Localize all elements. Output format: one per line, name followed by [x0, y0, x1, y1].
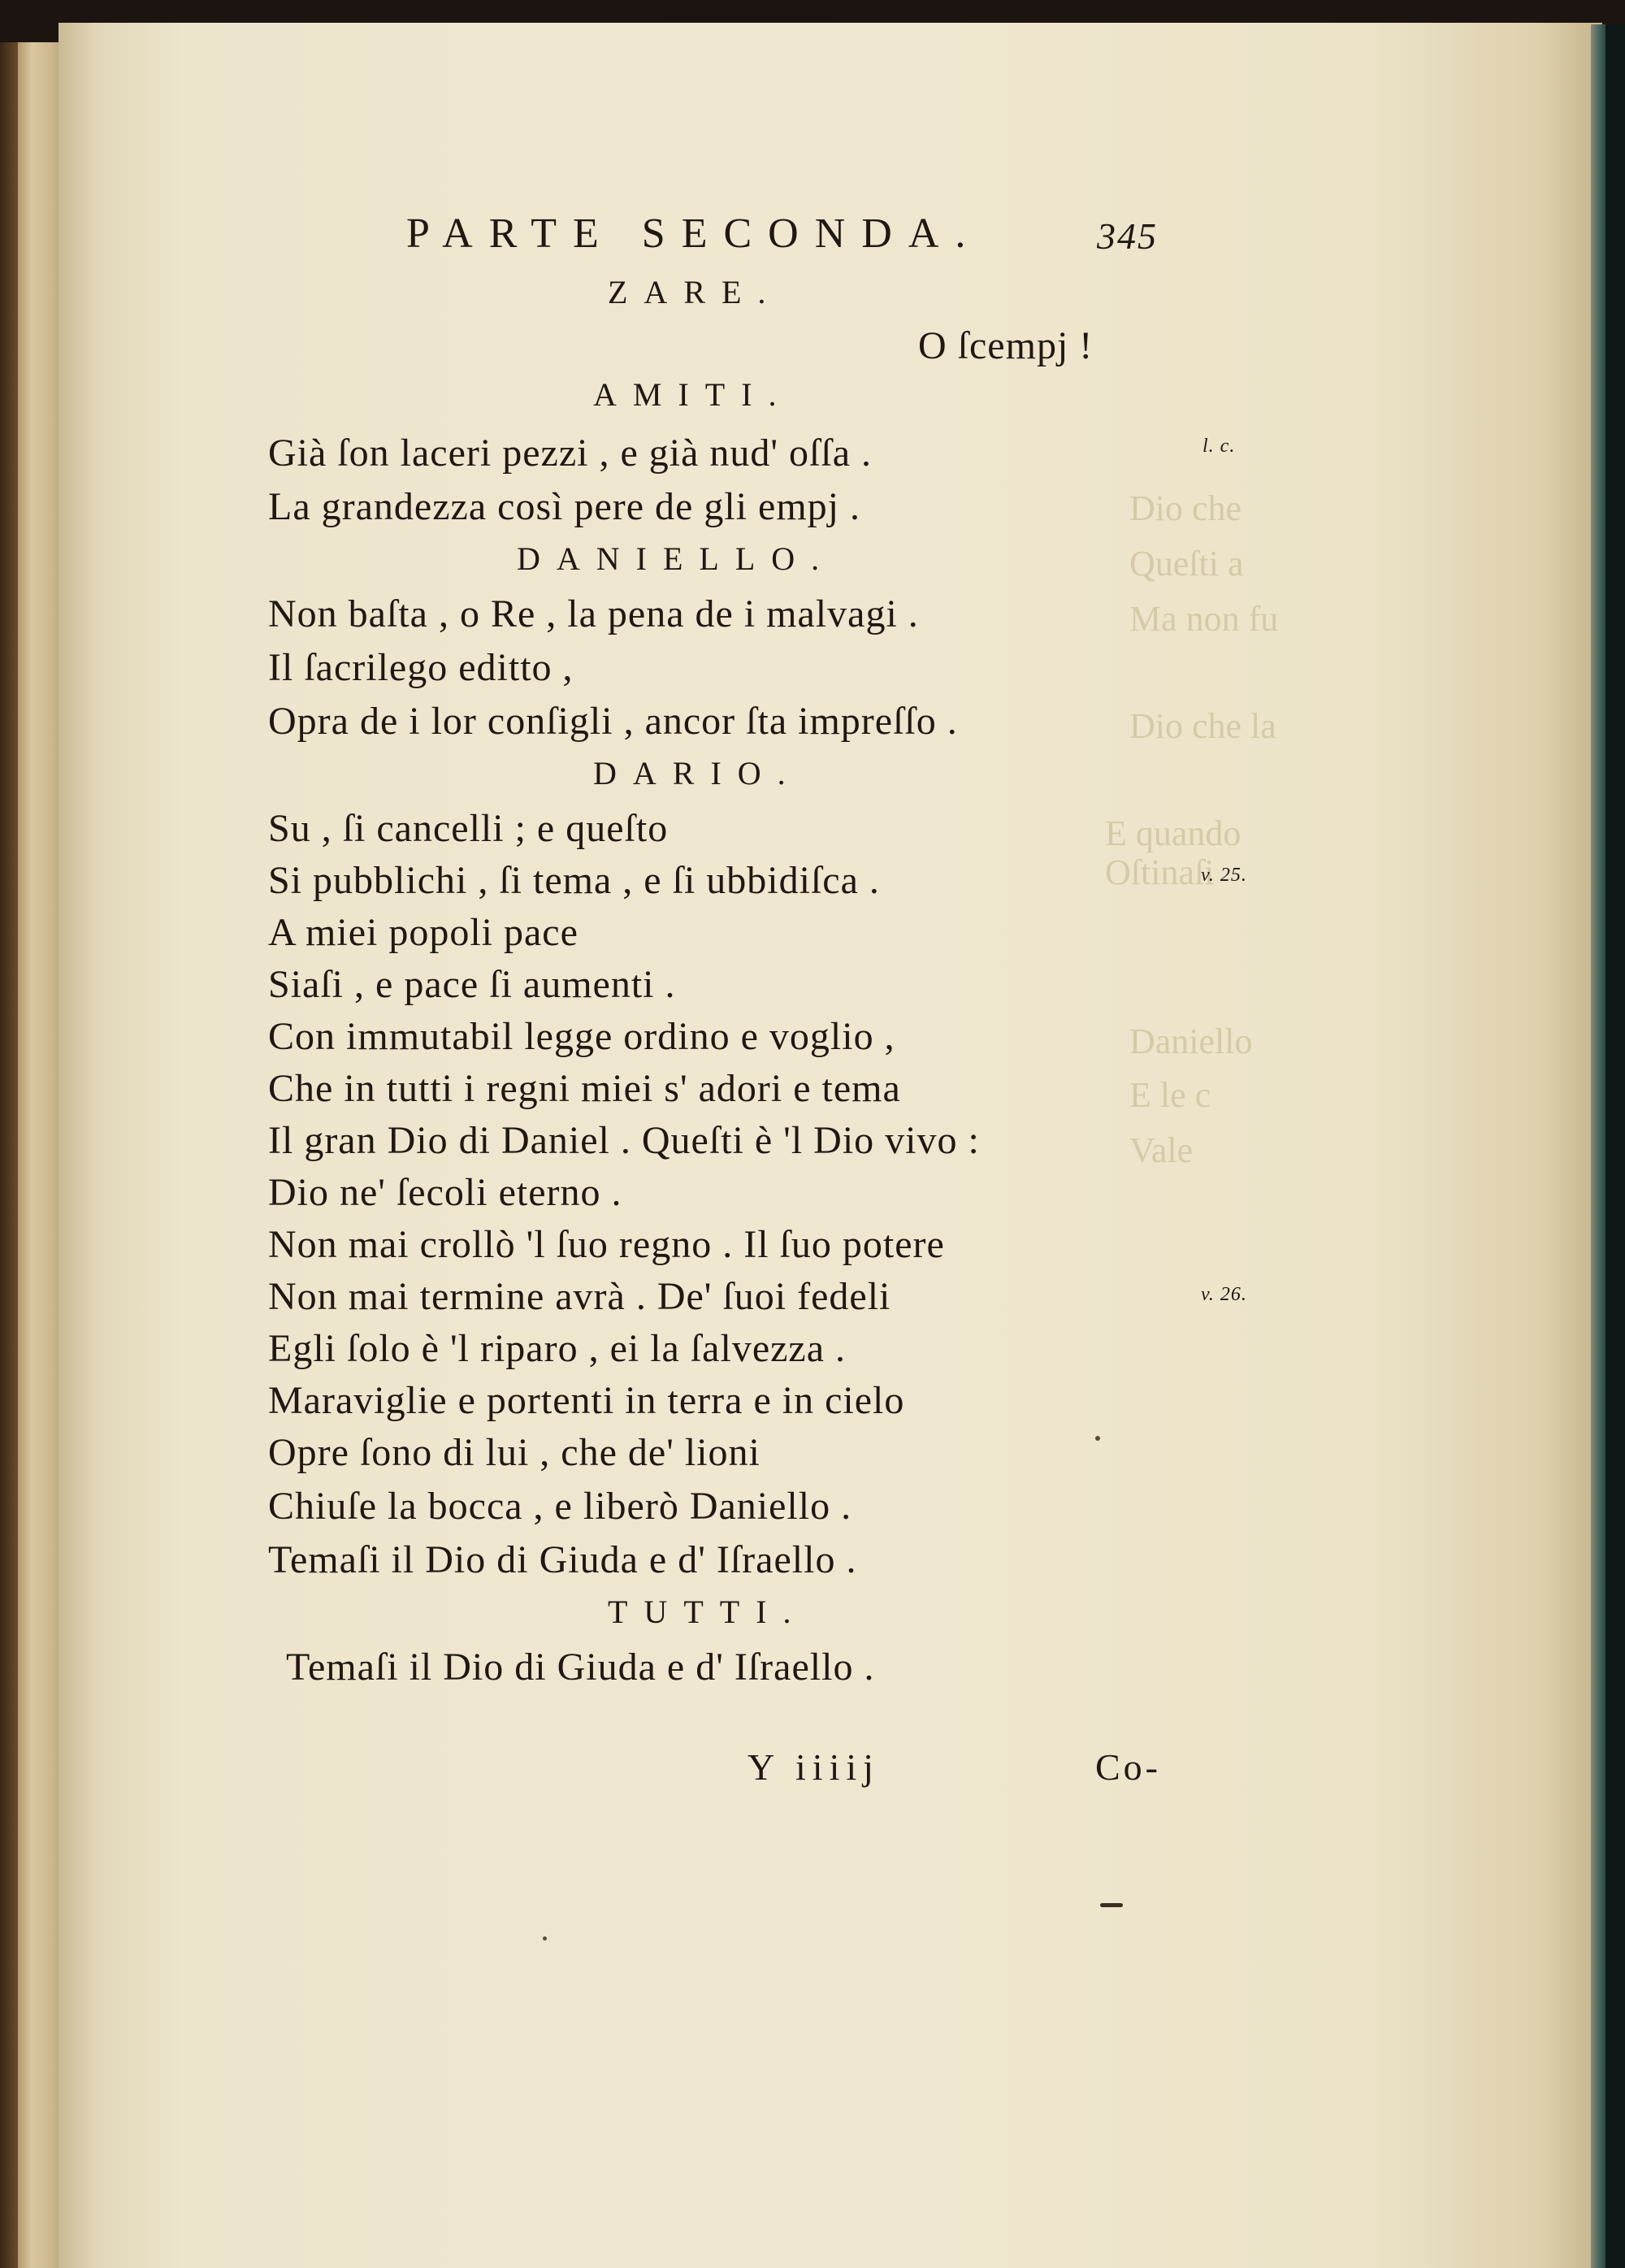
verse-line: O ſcempj ! — [918, 324, 1094, 367]
signature-mark: Y iiiij — [748, 1746, 880, 1788]
verse-line: Dio ne' ſecoli eterno . — [268, 1171, 622, 1214]
verse-line: Con immutabil legge ordino e voglio , — [268, 1015, 895, 1058]
show-through-text: Dio che la — [1129, 706, 1276, 746]
verse-line: Non mai termine avrà . De' ſuoi fedeli — [268, 1275, 891, 1318]
catchword: Co- — [1095, 1746, 1161, 1788]
verse-line: Che in tutti i regni miei s' adori e tema — [268, 1067, 901, 1110]
speaker-name: DANIELLO. — [517, 540, 836, 577]
show-through-text: Oſtinaſi — [1105, 852, 1215, 892]
verse-line: Maraviglie e portenti in terra e in cielo — [268, 1379, 905, 1422]
verse-line: Il gran Dio di Daniel . Queſti è 'l Dio vivo : — [268, 1119, 980, 1162]
show-through-text: Vale — [1129, 1130, 1194, 1170]
show-through-text: E le c — [1129, 1075, 1211, 1115]
verse-line: Su , ſi cancelli ; e queſto — [268, 807, 669, 850]
speaker-name: DARIO. — [593, 755, 802, 791]
page-number: 345 — [1097, 215, 1158, 257]
verse-line: Egli ſolo è 'l riparo , ei la ſalvezza . — [268, 1327, 847, 1370]
verse-line: Il ſacrilego editto , — [268, 646, 574, 689]
ink-fleck — [1100, 1903, 1123, 1907]
show-through-text: Queſti a — [1129, 544, 1244, 583]
verse-line: Già ſon laceri pezzi , e già nud' oſſa . — [268, 431, 873, 475]
ink-dot — [1095, 1436, 1100, 1441]
show-through-text: Daniello — [1129, 1021, 1253, 1061]
show-through-text: E quando — [1105, 813, 1242, 853]
speaker-name: AMITI. — [593, 376, 793, 413]
margin-note: v. 26. — [1201, 1284, 1247, 1305]
show-through-text: Dio che — [1129, 488, 1242, 528]
ink-dot — [543, 1936, 547, 1941]
verse-line: La grandezza così pere de gli empj . — [268, 485, 860, 528]
verse-line: Temaſi il Dio di Giuda e d' Iſraello . — [286, 1646, 875, 1689]
verse-line: Opre ſono di lui , che de' lioni — [268, 1431, 760, 1474]
margin-note: v. 25. — [1201, 865, 1247, 886]
verse-line: A miei popoli pace — [268, 911, 578, 954]
margin-note: l. c. — [1202, 436, 1236, 457]
binding-edge — [0, 42, 18, 2268]
verse-line: Non mai crollò 'l ſuo regno . Il ſuo potere — [268, 1223, 945, 1266]
running-title: PARTE SECONDA. — [406, 210, 982, 257]
verse-line: Temaſi il Dio di Giuda e d' Iſraello . — [268, 1538, 857, 1581]
verse-line: Si pubblichi , ſi tema , e ſi ubbidiſca . — [268, 859, 880, 902]
page-edge-shadow — [1606, 24, 1625, 2268]
verse-line: Non baſta , o Re , la pena de i malvagi . — [268, 592, 919, 635]
verse-line: Siaſi , e pace ſi aumenti . — [268, 963, 676, 1006]
show-through-text: Ma non fu — [1129, 599, 1279, 639]
speaker-name: ZARE. — [608, 274, 782, 310]
verse-line: Opra de i lor conſigli , ancor ſta impreſſo . — [268, 700, 958, 743]
speaker-name: TUTTI. — [608, 1594, 808, 1630]
verse-line: Chiuſe la bocca , e liberò Daniello . — [268, 1485, 852, 1528]
